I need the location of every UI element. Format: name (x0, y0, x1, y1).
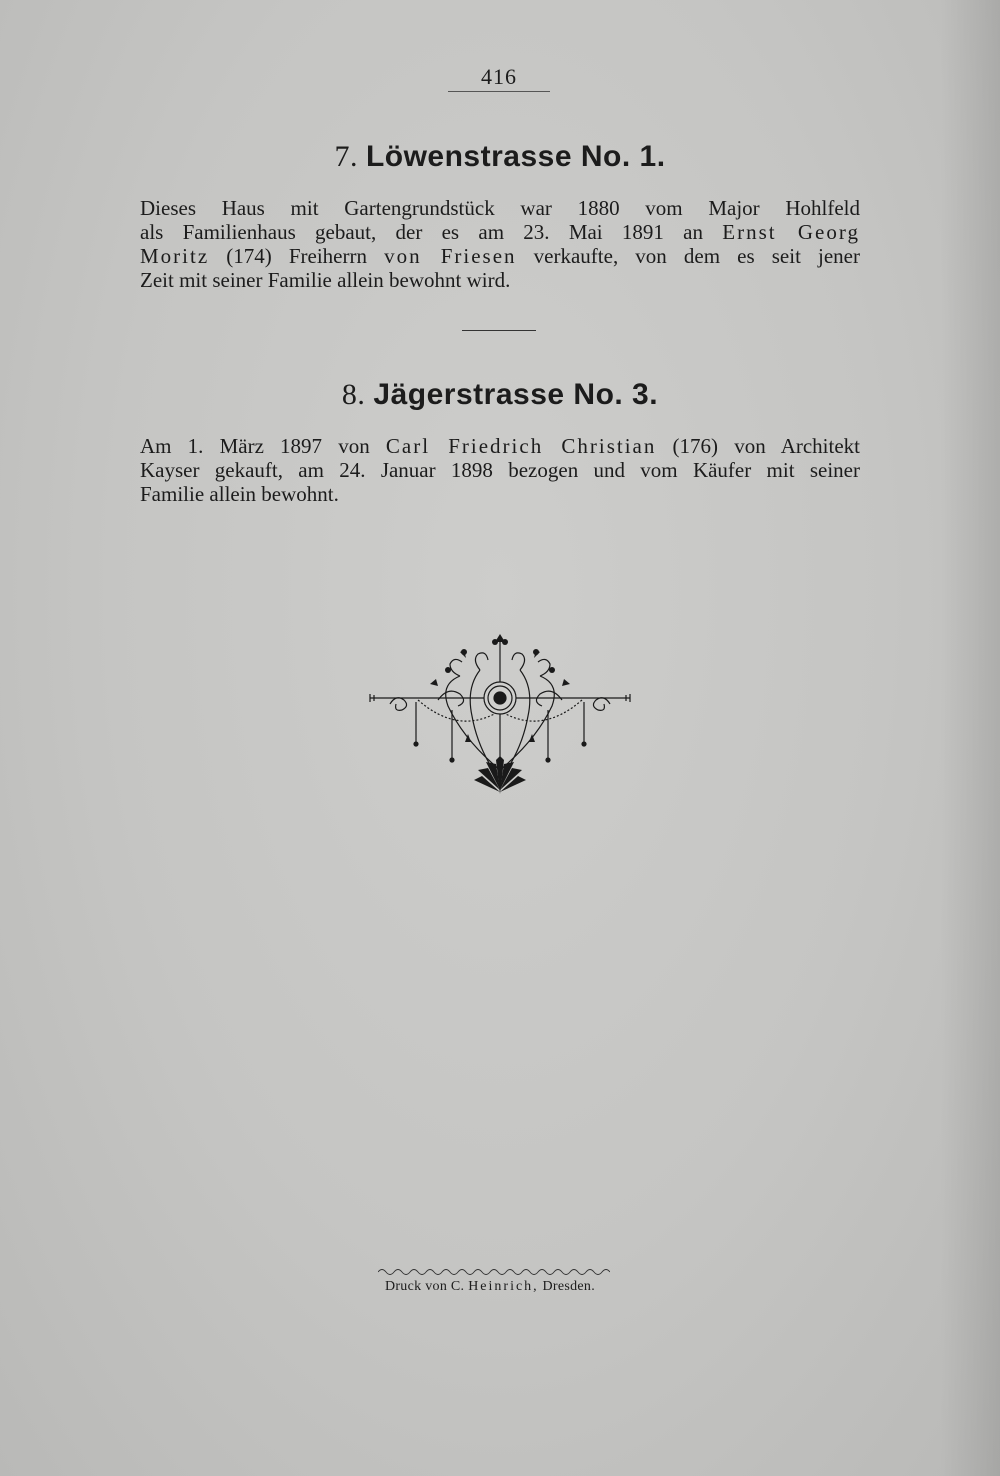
page-edge-shadow (940, 0, 1000, 1476)
section-7-paragraph (140, 196, 860, 292)
printer-imprint (360, 1279, 620, 1295)
imprint-prefix: Druck von C. (384, 1279, 465, 1294)
paragraph-line (140, 434, 860, 458)
section-street: Löwenstrasse No. 1. (365, 140, 666, 173)
paragraph-line: Dieses Haus mit Gartengrundstück war 1880 vom Major Hohlfeld (140, 196, 860, 220)
section-number: 8. (341, 378, 366, 411)
section-number: 7. (334, 140, 358, 173)
paragraph-line (140, 244, 860, 268)
section-divider (462, 330, 536, 331)
section-heading-8 (0, 378, 1000, 412)
paragraph-line: Familie allein bewohnt. (140, 482, 339, 506)
text-run: als Familienhaus gebaut, der es am 23. Mai 1891 an (140, 220, 704, 244)
text-run: (174) Freiherrn (226, 244, 367, 268)
page-number-rule (448, 91, 550, 92)
person-name: von Friesen (384, 244, 517, 268)
floral-vignette-icon (368, 630, 632, 800)
text-run: Am 1. März 1897 von (140, 434, 370, 458)
wavy-rule-icon (378, 1266, 610, 1278)
paragraph-line: Zeit mit seiner Familie allein bewohnt wird. (140, 268, 511, 292)
text-run: verkaufte, von dem es seit jener (533, 244, 861, 268)
imprint-printer-name: Heinrich, (468, 1279, 539, 1294)
page-number: 416 (481, 64, 517, 89)
section-heading-7 (0, 140, 1000, 174)
person-name: Moritz (140, 244, 210, 268)
imprint-city: Dresden. (542, 1279, 596, 1294)
paragraph-line (140, 220, 860, 244)
paragraph-line: Kayser gekauft, am 24. Januar 1898 bezogen und vom Käufer mit seiner (140, 458, 860, 482)
person-name: Carl Friedrich Christian (385, 434, 657, 458)
text-run: (176) von Architekt (672, 434, 861, 458)
section-street: Jägerstrasse No. 3. (373, 378, 659, 411)
section-8-paragraph (140, 434, 860, 506)
person-name: Ernst Georg (722, 220, 860, 244)
